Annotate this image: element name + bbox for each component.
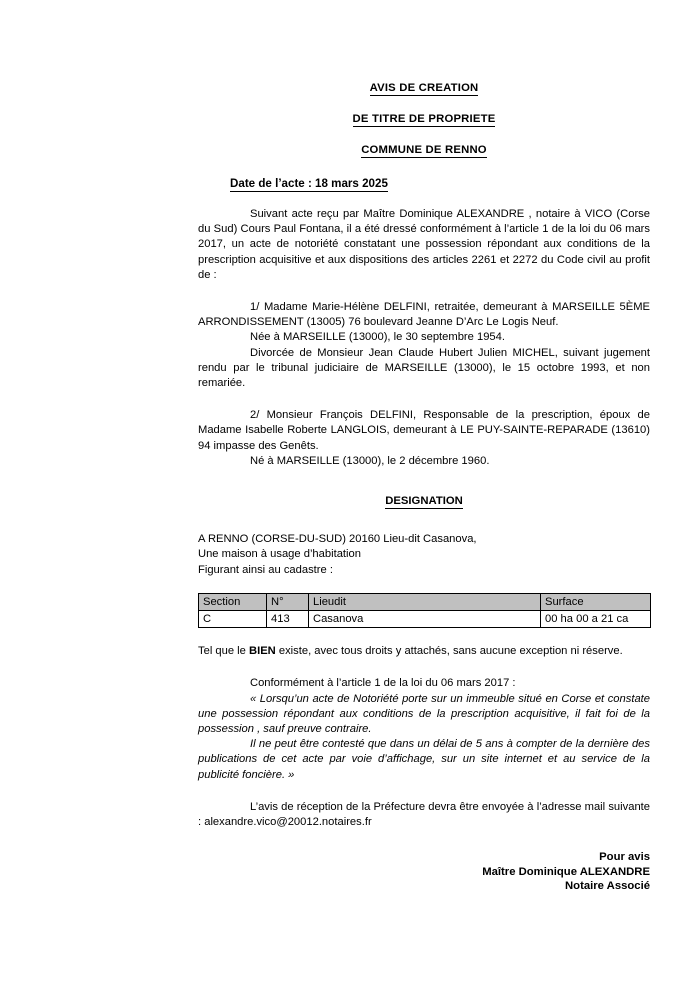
column-header-number: N°: [267, 594, 309, 611]
document-content: [198, 0, 650, 894]
party-1-birth: Née à MARSEILLE (13000), le 30 septembre 1954.: [250, 331, 505, 344]
bien-clause: [198, 644, 650, 659]
cell-section: C: [199, 611, 267, 628]
intro-paragraph: Suivant acte reçu par Maître Dominique ALEXANDRE , notaire à VICO (Corse du Sud) Cours Paul Fontana, il a été dressé conformément à l’article 1 de la loi du 06 mars 2017, un acte de notoriété constatant une possession répondant aux conditions de la prescription acquisitive et aux dispositions des articles 2261 et 2272 du Code civil au profit de :: [198, 208, 650, 281]
signature-line-3: Notaire Associé: [565, 880, 650, 893]
act-date: Date de l’acte : 18 mars 2025: [230, 177, 388, 190]
signature-line-2: Maître Dominique ALEXANDRE: [482, 865, 650, 878]
cadastre-table: [198, 593, 651, 628]
column-header-surface: Surface: [541, 594, 651, 611]
table-header-row: [199, 594, 651, 611]
signature-block: [198, 850, 650, 894]
cell-lieudit: Casanova: [309, 611, 541, 628]
cell-surface: 00 ha 00 a 21 ca: [541, 611, 651, 628]
property-address: A RENNO (CORSE-DU-SUD) 20160 Lieu-dit Casanova,: [198, 533, 477, 546]
cadastre-intro: Figurant ainsi au cadastre :: [198, 563, 333, 576]
legal-quote-paragraph-2: Il ne peut être contesté que dans un délai de 5 ans à compter de la dernière des publications de cet acte par voie d’affichage, sur un site internet et au service de la publicité foncière. »: [198, 738, 650, 781]
cell-number: 413: [267, 611, 309, 628]
column-header-section: Section: [199, 594, 267, 611]
bien-keyword: BIEN: [249, 645, 276, 658]
party-2-birth: Né à MARSEILLE (13000), le 2 décembre 1960.: [250, 454, 490, 467]
document-title-line-2: DE TITRE DE PROPRIETE: [352, 113, 496, 125]
signature-line-1: Pour avis: [599, 851, 650, 864]
property-nature: Une maison à usage d’habitation: [198, 548, 361, 561]
document-title-line-1: AVIS DE CREATION: [369, 82, 479, 94]
title-block: [198, 0, 650, 156]
conformity-intro: Conformément à l’article 1 de la loi du 06 mars 2017 :: [250, 677, 516, 690]
bien-clause-before: Tel que le: [198, 645, 249, 658]
designation-heading: DESIGNATION: [385, 495, 463, 508]
party-1-marital-status: Divorcée de Monsieur Jean Claude Hubert Julien MICHEL, suivant jugement rendu par le tribunal judiciaire de MARSEILLE (13000), le 15 octobre 1993, et non remariée.: [198, 346, 650, 390]
party-2-identity: 2/ Monsieur François DELFINI, Responsable de la prescription, époux de Madame Isabelle Roberte LANGLOIS, demeurant à LE PUY-SAINTE-REPARADE (13610) 94 impasse des Genêts.: [198, 409, 650, 452]
bien-clause-after: existe, avec tous droits y attachés, sans aucune exception ni réserve.: [275, 645, 623, 658]
document-title-line-3: COMMUNE DE RENNO: [361, 144, 487, 156]
prefecture-notice: L’avis de réception de la Préfecture devra être envoyée à l’adresse mail suivante : alexandre.vico@20012.notaires.fr: [198, 800, 650, 829]
legal-quote-paragraph-1: « Lorsqu’un acte de Notoriété porte sur un immeuble situé en Corse et constate une possession répondant aux conditions de la prescription acquisitive, il fait foi de la possession , sauf preuve contraire.: [198, 692, 650, 736]
column-header-lieudit: Lieudit: [309, 594, 541, 611]
party-1-identity: 1/ Madame Marie-Hélène DELFINI, retraitée, demeurant à MARSEILLE 5ÈME ARRONDISSEMENT (13005) 76 boulevard Jeanne D’Arc Le Logis Neuf.: [198, 301, 650, 329]
table-row: [199, 611, 651, 628]
